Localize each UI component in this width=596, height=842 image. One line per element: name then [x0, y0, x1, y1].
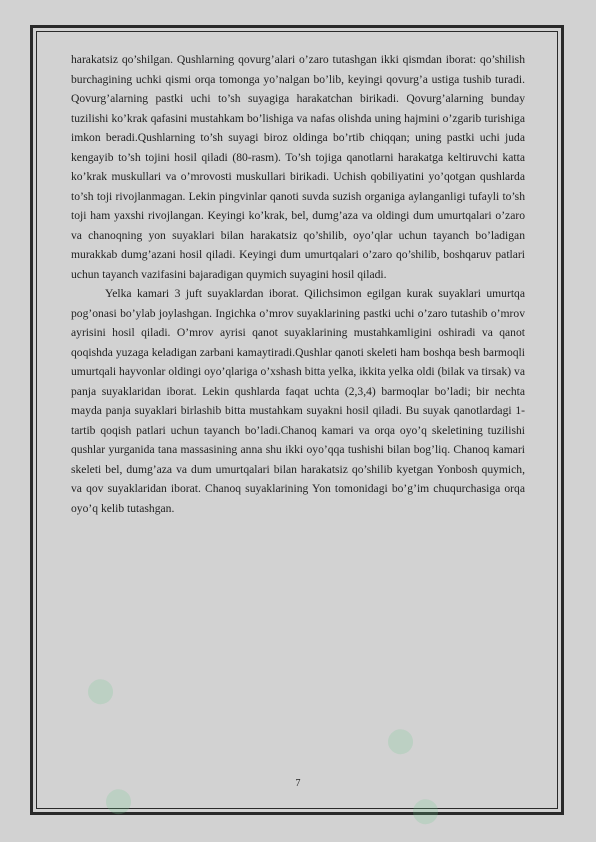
paragraph-shoulder-girdle: Yelka kamari 3 juft suyaklardan iborat. Qilichsimon egilgan kurak suyaklari umurtqa pog’onasi bo’ylab joylashgan. Ingichka o’mrov suyaklarining pastki uchi o’zaro tutashib o’mrov ayrisini hosil qiladi. O’mrov ayrisi qanot suyaklarining mustahkamligini oshiradi va qanot qoqishda yuzaga keladigan zarbani kamaytiradi.Qushlar qanoti skeleti ham boshqa besh barmoqli umurtqali hayvonlar oldingi oyo’qlariga o’xshash bitta yelka, ikkita yelka oldi (bilak va tirsak) va panja suyaklaridan iborat. Lekin qushlarda faqat uchta (2,3,4) barmoqlar bo’ladi; bir nechta mayda panja suyaklari birlashib bitta mustahkam suyakni hosil qiladi. Bu suyak qanotlardagi 1- tartib qoqish patlari uchun tayanch bo’ladi.Chanoq kamari va orqa oyo’q skeletining tuzilishi qushlar yurganida tana massasining anna shu ikki oyo’qqa tushishi bilan bog’liq. Chanoq kamari skeleti bel, dumg’aza va dum umurtqalari bilan harakatsiz qo’shilib kyetgan Yonbosh quymich, va qov suyaklaridan iborat. Chanoq suyaklarining Yon tomonidagi bo’g’im chuqurchasiga orqa oyo’q kelib tutashgan. [71, 287, 525, 515]
watermark-glyph: ● [360, 709, 435, 771]
watermark-glyph: ● [60, 659, 135, 721]
body-text [71, 50, 525, 518]
paragraph-ribs-sternum: harakatsiz qo’shilgan. Qushlarning qovurg’alari o’zaro tutashgan ikki qismdan iborat: qo’shilish burchagining uchki qismi orqa tomonga yo’nalgan bo’lib, keyingi qovurg’a ustiga tushib turadi. Qovurg’alarning pastki uchi to’sh suyagiga harakatchan birikadi. Qovurg’alarning bunday tuzilishi ko’krak qafasini mustahkam bo’lishiga va nafas olishda uning hajmini o’zgarib turishiga imkon beradi.Qushlarning to’sh suyagi biroz oldinga bo’rtib chiqqan; uning pastki uchi juda kengayib to’sh tojini hosil qiladi (80-rasm). To’sh tojiga qanotlarni harakatga keltiruvchi katta ko’krak muskullari va o’mrovosti muskullari birikadi. Uchish qobiliyatini yo’qotgan qushlarda to’sh toji rivojlanmagan. Lekin pingvinlar qanoti suvda suzish organiga aylanganligi tufayli to’sh toji ham yaxshi rivojlangan. Keyingi ko’krak, bel, dumg’aza va oldingi dum umurtqalari o’zaro va chanoqning yon suyaklari bilan harakatsiz qo’shilib, oyo’qlar uchun tayanch bo’ladigan murakkab dumg’azani hosil qiladi. Keyingi dum umurtqalari o’zaro qo’shilib, boshqaruv patlari uchun tayanch vazifasini bajaradigan quymich suyagini hosil qiladi. [71, 53, 525, 281]
watermark-glyph: ● [78, 769, 153, 831]
page-number: 7 [295, 778, 301, 789]
watermark-glyph: ● [385, 779, 460, 841]
